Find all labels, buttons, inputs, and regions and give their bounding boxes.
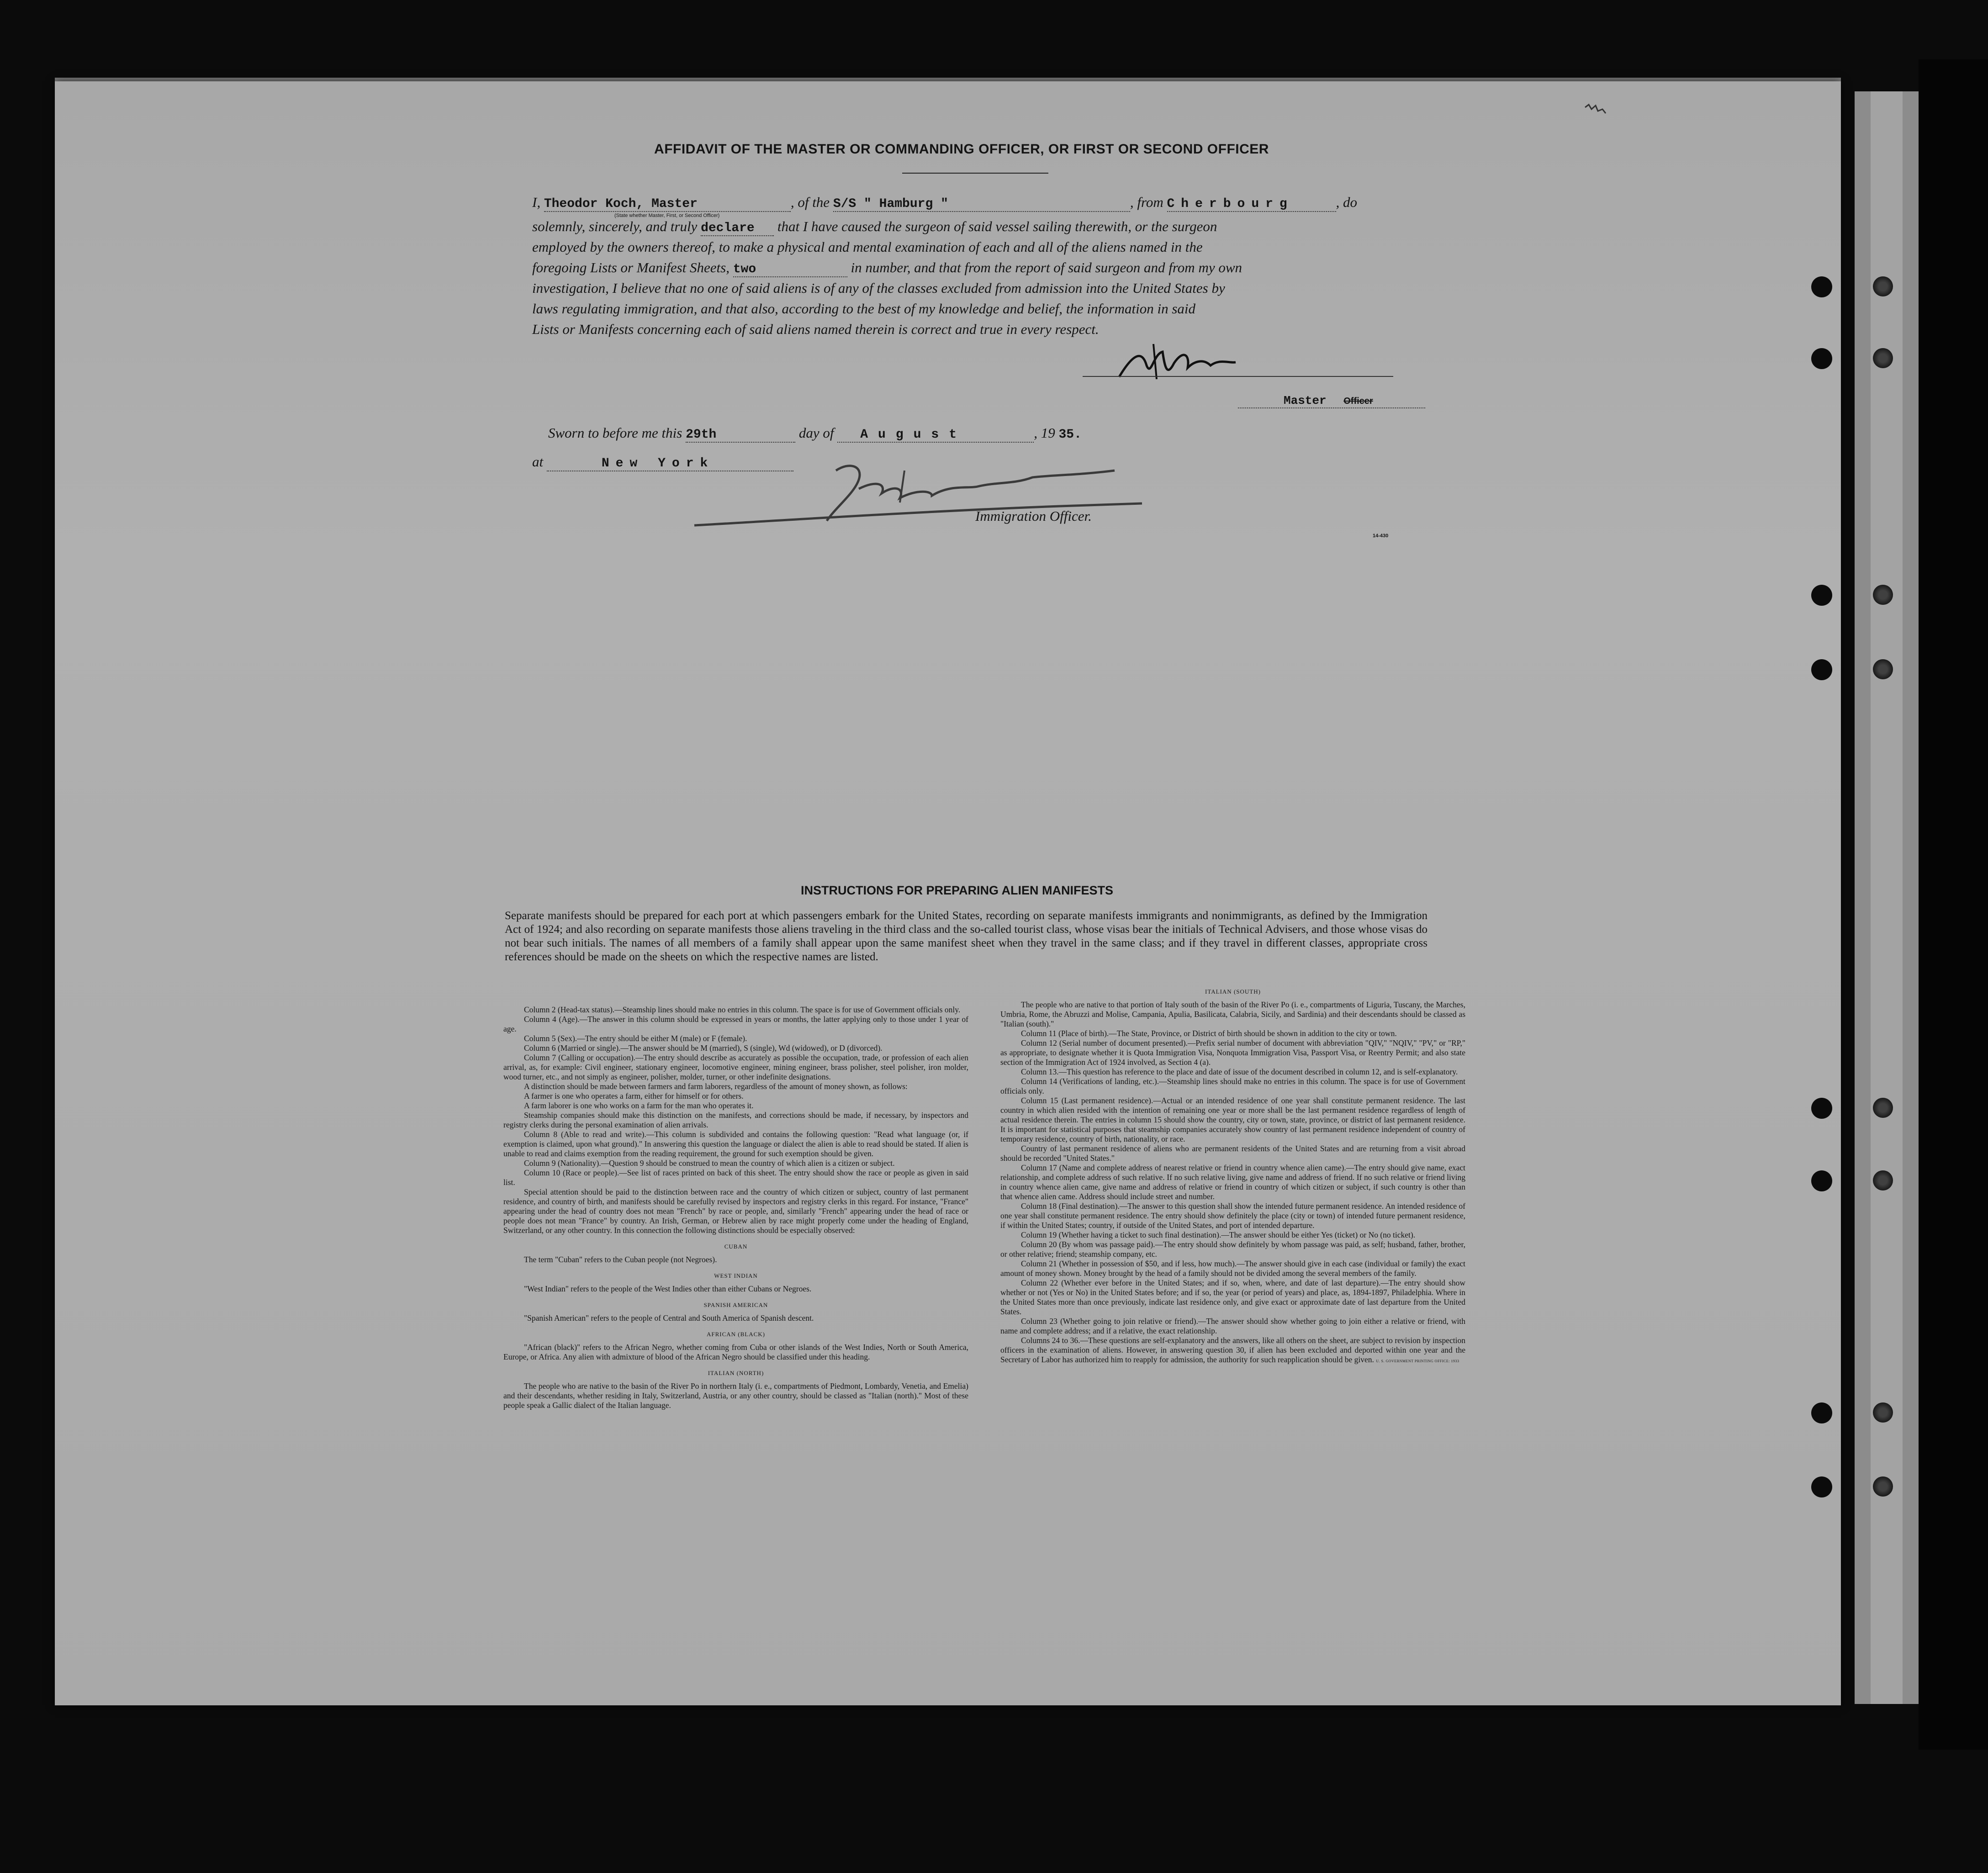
instructions-right-column [1000,987,1465,1366]
instructions-intro: Separate manifests should be prepared for each port at which passengers embark for the United States, recording on separate manifests immigrants and nonimmigrants, as defined by the Immigration Act of 1924; and also recording on separate manifests those aliens traveling in the third class and the so-called tourist class, whose visas bear the initials of Technical Advisers, and those whose visas do not bear such initials. The names of all members of a family shall appear upon the same manifest sheet when they travel in the same class; and if they travel in different classes, appropriate cross references should be made on the sheets on which the respective names are listed. [505,910,1428,963]
line4-b: in number, and that from the report of said surgeon and from my own [851,259,1242,275]
instruction-paragraph: Column 22 (Whether ever before in the United States; and if so, when, where, and date of last departure).—The entry should show whether or not (Yes or No) in the United States before; and if so, the year (or period of years) and place, as, 1894-1897, Philadelphia. Where in the United States more than once previously, indicate last residence only, and give exact or approximate date of last departure from the United States. [1000,1278,1465,1316]
form-number: 14-430 [1373,533,1389,539]
officer-caption: (State whether Master, First, or Second Officer) [614,213,720,218]
binder-hole-shadow-icon [1873,1476,1893,1497]
instruction-paragraph: Column 12 (Serial number of document presented).—Prefix serial number of document with abbreviation "QIV," "NQIV," "PV," or "RP," as appropriate, to designate whether it is Quota Immigration Visa, Nonquota Immigration Visa, Passport Visa, or Reentry Permit; and also state section of the Immigration Act of 1924 involved, as Section 4 (a). [1000,1038,1465,1067]
instruction-paragraph: Column 8 (Able to read and write).—This column is subdivided and contains the following question: "Read what language (or, if exemption is claimed, upon what ground)." In answering this question the language or dialect the alien is able to read should be stated. If alien is unable to read and claims exemption from the reading requirement, the ground for such exemption should be given. [503,1130,968,1158]
declare-field [701,218,774,236]
officer-name: Theodor Koch, Master [544,197,698,211]
instructions-left-column [503,1005,968,1410]
scan-border-right [1919,59,1988,1750]
sworn-line [532,425,1428,443]
alien-count: two [733,262,756,276]
instruction-paragraph: A farmer is one who operates a farm, either for himself or for others. [524,1091,744,1101]
instruction-paragraph: Column 15 (Last permanent residence).—Actual or an intended residence of one year shall constitute permanent residence. The last country in which alien resided with the intention of remaining one year or more shall be the last permanent residence regardless of length of actual residence therein. The entries in column 15 should show the country, city or town, state, province, or district of last permanent residence. It is important for statistical purposes that steamship companies accurately show country of last permanent residence independent of country of temporary residence, country of birth, nationality, or race. [1000,1096,1465,1143]
instructions-title: INSTRUCTIONS FOR PREPARING ALIEN MANIFESTS [800,884,1114,897]
rank-field [1238,394,1425,408]
instruction-paragraph: Column 11 (Place of birth).—The State, Province, or District of birth should be shown in addition to the city or town. [1021,1029,1397,1038]
binder-hole-shadow-icon [1873,348,1893,368]
african-heading: AFRICAN (BLACK) [706,1331,766,1338]
affidavit-line-3: employed by the owners thereof, to make a physical and mental examination of each and all of the aliens named in the [532,239,1203,255]
binder-hole-icon [1811,348,1832,369]
italian-north-text: The people who are native to the basin of the River Po in northern Italy (i. e., compartments of Piedmont, Lombardy, Venetia, and Emelia) and their descendants, whether residing in Italy, Switzerland, Austria, or any other country, should be classed as "Italian (north)." Most of these people speak a Gallic dialect of the Italian language. [503,1381,968,1410]
line4-a: foregoing Lists or Manifest Sheets, [532,259,730,275]
instruction-paragraph: Column 7 (Calling or occupation).—The entry should describe as accurately as possible the occupation, trade, or profession of each alien arrival, as, for example: Civil engineer, stationary engineer, locomotive engineer, mining engineer, brass polisher, steel polisher, iron molder, wood turner, etc., and not simply as engineer, polisher, molder, turner, or other indefinite designations. [503,1053,968,1081]
instruction-paragraph: Column 14 (Verifications of landing, etc.).—Steamship lines should make no entries in this column. The space is for use of Government officials only. [1000,1077,1465,1095]
scan-speck-icon [1581,96,1622,123]
instruction-paragraph: A distinction should be made between farmers and farm laborers, regardless of the amount of money shown, as follows: [524,1082,908,1091]
spanish-american-heading: SPANISH AMERICAN [703,1302,768,1308]
binder-hole-icon [1811,1476,1832,1497]
italian-north-heading: ITALIAN (NORTH) [708,1370,764,1376]
binder-hole-shadow-icon [1873,1402,1893,1423]
columns-24-36-text: Columns 24 to 36.—These questions are self-explanatory and the answers, like all others on the sheet, are subject to revision by inspection officers in the examination of aliens. However, in answering question 30, if alien has been excluded and deported within one year and the Secretary of Labor has authorized him to reapply for admission, the authority for such reapplication should be given. [1000,1336,1465,1364]
binder-hole-shadow-icon [1873,1170,1893,1190]
spanish-american-text: "Spanish American" refers to the people of Central and South America of Spanish descent. [524,1313,814,1323]
affidavit-line-7: Lists or Manifests concerning each of said aliens named therein is correct and true in every respect. [532,321,1099,337]
binder-hole-shadow-icon [1873,585,1893,605]
declare-word: declare [701,221,755,235]
of-the-label: , of the [790,194,830,210]
year-prefix: , 19 [1034,425,1055,441]
instruction-paragraph: Special attention should be paid to the distinction between race and the country of which citizen or subject, country of last permanent residence, and country of birth, and manifests should be carefully revised by inspectors and registry clerks in this regard. For instance, "France" appearing under the head of country does not mean "French" by race or people, and, similarly "French" appearing under the head of race or people does not mean "France" by country. An Irish, German, or Hebrew alien by race might properly come under the heading of England, Switzerland, or any other country. In this connection the following distinctions should be especially observed: [503,1187,968,1235]
sworn-place: New York [601,456,714,471]
instruction-paragraph [1000,1336,1465,1366]
instruction-paragraph: Column 20 (By whom was passage paid).—The entry should show definitely by whom passage was paid, as self; husband, father, brother, or other relative; friend; steamship company, etc. [1000,1240,1465,1259]
instruction-paragraph: A farm laborer is one who works on a farm for the man who operates it. [524,1101,754,1110]
binder-hole-shadow-icon [1873,1098,1893,1118]
instruction-paragraph: Column 4 (Age).—The answer in this column should be expressed in years or months, the latter applying only to those under 1 year of age. [503,1015,968,1033]
west-indian-heading: WEST INDIAN [714,1272,758,1279]
sworn-year: 35. [1058,428,1082,442]
instruction-paragraph: Column 9 (Nationality).—Question 9 should be construed to mean the country of which alien is a citizen or subject. [524,1159,895,1168]
binder-hole-shadow-icon [1873,659,1893,679]
port-name: Cherbourg [1167,197,1294,211]
affidavit-line-5: investigation, I believe that no one of said aliens is of any of the classes excluded from admission into the United States by [532,280,1225,296]
line2-rest: that I have caused the surgeon of said vessel sailing therewith, or the surgeon [777,218,1217,234]
instruction-paragraph: The people who are native to that portion of Italy south of the basin of the River Po (i. e., compartments of Liguria, Tuscany, the Marches, Umbria, Rome, the Abruzzi and Molise, Campania, Apulia, Basilicata, Calabria, Sicily, and Sardinia) and their descendants should be classed as "Italian (south)." [1000,1000,1465,1028]
instruction-paragraph: Column 13.—This question has reference to the place and date of issue of the document described in column 12, and is self-explanatory. [1021,1067,1458,1076]
west-indian-text: "West Indian" refers to the people of the West Indies other than either Cubans or Negroes. [524,1284,812,1293]
italian-south-heading: ITALIAN (SOUTH) [1205,988,1261,995]
affidavit-line-6: laws regulating immigration, and that also, according to the best of my knowledge and belief, the information in said [532,301,1196,317]
adjacent-page-inner [1871,91,1903,1704]
day-of-label: day of [798,425,834,441]
affidavit-line-4 [532,259,1428,277]
instruction-paragraph: Column 21 (Whether in possession of $50, and if less, how much).—The answer should give in each case (individual or family) the exact amount of money shown. Money brought by the head of a family should not be divided among the several members of the family. [1000,1259,1465,1278]
day-field [686,425,795,443]
vessel-name: S/S " Hamburg " [833,197,948,211]
vessel-field [833,194,1130,212]
affidavit-line-2 [532,218,1428,236]
master-signature [1110,340,1274,384]
rank-struck: Officer [1343,396,1373,406]
instruction-paragraph: Column 2 (Head-tax status).—Steamship lines should make no entries in this column. The space is for use of Government officials only. [524,1005,961,1014]
master-signature-line [1083,376,1393,377]
sworn-day: 29th [686,428,717,442]
instruction-paragraph: Column 18 (Final destination).—The answer to this question shall show the intended future permanent residence. An intended residence of one year shall constitute permanent residence. The entry should show definitely the place (city or town) of intended future permanent residence, if within the United States; country, if outside of the United States, and port of intended departure. [1000,1201,1465,1230]
instruction-paragraph: Column 5 (Sex).—The entry should be either M (male) or F (female). [524,1034,747,1043]
i-label: I, [532,194,541,210]
count-field [733,259,847,277]
instruction-paragraph: Steamship companies should make this distinction on the manifests, and corrections should be made, if necessary, by inspectors and registry clerks during the personal examination of alien arrivals. [503,1111,968,1129]
instruction-paragraph: Column 10 (Race or people).—See list of races printed on back of this sheet. The entry should show the race or people as given in said list. [503,1168,968,1187]
sworn-month: August [860,428,967,442]
officer-name-field [544,194,791,212]
binder-hole-icon [1811,659,1832,680]
instruction-paragraph: Column 6 (Married or single).—The answer should be M (married), S (single), Wd (widowed), or D (divorced). [524,1043,883,1053]
instruction-paragraph: Column 19 (Whether having a ticket to such final destination).—The answer should be either Yes (ticket) or No (no ticket). [1021,1230,1416,1239]
at-label: at [532,454,544,470]
african-text: "African (black)" refers to the African Negro, whether coming from Cuba or other islands of the West Indies, North or South America, Europe, or Africa. Any alien with admixture of blood of the African Negro should be classified under this heading. [503,1343,968,1361]
cuban-heading: CUBAN [724,1243,748,1250]
instruction-paragraph: Column 23 (Whether going to join relative or friend).—The answer should show whether going to join either a relative or friend, with name and complete address; and if a relative, the exact relationship. [1000,1317,1465,1335]
instruction-paragraph: Column 17 (Name and complete address of nearest relative or friend in country whence alien came).—The entry should give name, exact relationship, and complete address of such relative. If no such relative living, give name and address of friend. If no such relative or friend living in country whence alien came, give name and address of relative or friend in country of which citizen or subject, if such country is other than that whence alien came. Address should include street and number. [1000,1163,1465,1201]
instruction-paragraph: Country of last permanent residence of aliens who are permanent residents of the United States and are returning from a visit abroad should be recorded "United States." [1000,1144,1465,1163]
binder-hole-icon [1811,1402,1832,1423]
from-label: , from [1130,194,1163,210]
do-label: , do [1336,194,1357,210]
binder-hole-icon [1811,276,1832,297]
binder-hole-icon [1811,1170,1832,1191]
printing-office-note: U. S. GOVERNMENT PRINTING OFFICE: 1933 [1376,1359,1459,1363]
title-rule [902,173,1048,174]
binder-hole-icon [1811,1098,1832,1119]
binder-hole-shadow-icon [1873,276,1893,296]
rank: Master [1284,394,1327,407]
sworn-label: Sworn to before me this [548,425,682,441]
month-field [837,425,1034,443]
immigration-officer-signature [685,457,1188,539]
cuban-text: The term "Cuban" refers to the Cuban people (not Negroes). [524,1255,717,1264]
solemnly-text: solemnly, sincerely, and truly [532,218,698,234]
port-field [1167,194,1336,212]
affidavit-line-1 [532,194,1428,212]
immigration-officer-label: Immigration Officer. [975,508,1092,524]
affidavit-title: AFFIDAVIT OF THE MASTER OR COMMANDING OFFICER, OR FIRST OR SECOND OFFICER [654,142,1269,157]
binder-hole-icon [1811,585,1832,606]
